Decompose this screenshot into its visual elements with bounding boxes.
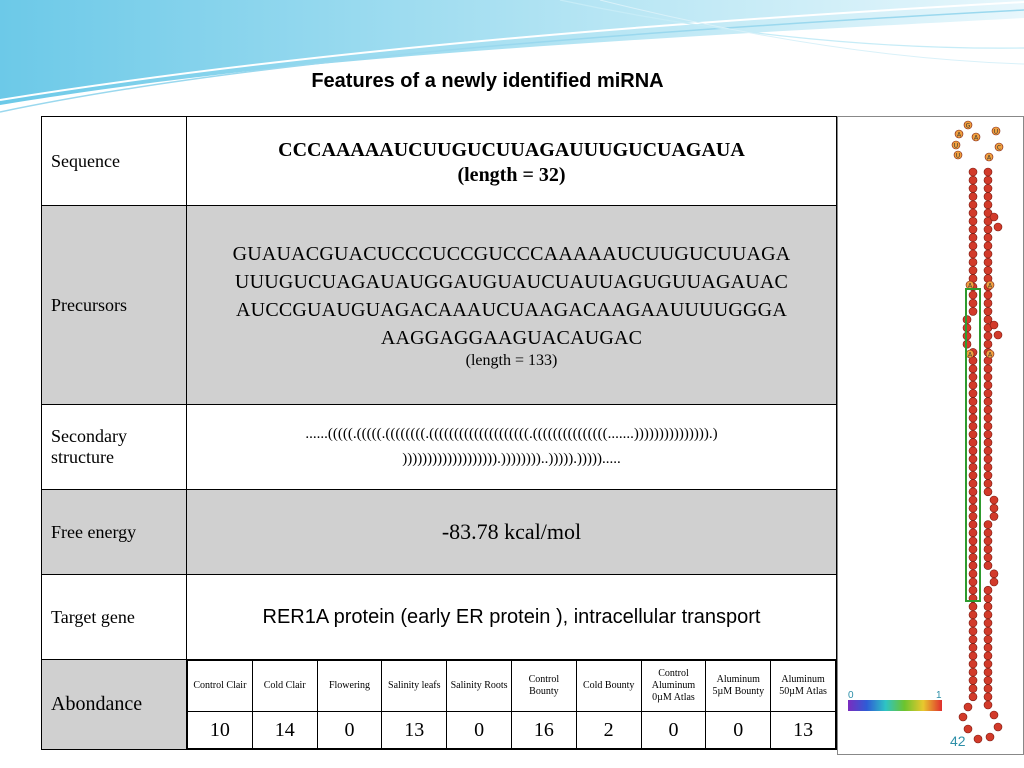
stem-base-left — [969, 471, 977, 479]
stem-base-right — [984, 594, 992, 602]
abundance-value: 14 — [252, 712, 317, 749]
row-precursors — [42, 206, 837, 405]
secondary-structure-label-line: Secondary — [51, 426, 127, 446]
abundance-value-row — [188, 712, 836, 749]
dot-bracket-line: ))))))))))))))))))).))))))))..))))).)))))..... — [402, 451, 621, 467]
stem-base-right — [984, 373, 992, 381]
bulge-base — [994, 223, 1002, 231]
stem-base-right — [990, 496, 998, 504]
stem-base-right — [984, 455, 992, 463]
stem-base-right — [984, 422, 992, 430]
stem-base-right — [984, 340, 992, 348]
abundance-header: Cold Bounty — [576, 661, 641, 712]
stem-base-left — [969, 644, 977, 652]
stem-base-right — [984, 414, 992, 422]
precursor-line: AAGGAGGAAGUACAUGAC — [380, 327, 643, 349]
stem-base-right — [984, 603, 992, 611]
precursor-line: UUUGUCUAGAUAUGGAUGUAUCUAUUAGUGUUAGAUAC — [234, 271, 789, 293]
precursor-line: AUCCGUAUGUAGACAAAUCUAAGACAAGAAUUUUGGGA — [236, 299, 787, 321]
stem-base-left — [969, 209, 977, 217]
sequence-length: (length = 32) — [457, 163, 566, 186]
stem-base-left — [969, 553, 977, 561]
stem-base-left — [969, 414, 977, 422]
sequence-label: Sequence — [42, 117, 187, 206]
stem-base-right — [984, 193, 992, 201]
sequence-value: CCCAAAAAUCUUGUCUUAGAUUUGUCUAGAUA — [278, 138, 745, 161]
stem-base-left — [969, 611, 977, 619]
stem-base-right — [984, 529, 992, 537]
abundance-header: Aluminum 5µM Bounty — [706, 661, 771, 712]
stem-base-left — [969, 201, 977, 209]
secondary-structure-cell — [187, 405, 837, 490]
stem-base-left — [969, 619, 977, 627]
precursors-cell — [187, 206, 837, 405]
abundance-header: Aluminum 50µM Atlas — [771, 661, 836, 712]
bulge-base — [994, 331, 1002, 339]
secondary-structure-label-line: structure — [51, 447, 114, 467]
stem-base-left — [969, 545, 977, 553]
abundance-header: Salinity leafs — [382, 661, 447, 712]
abundance-value: 2 — [576, 712, 641, 749]
stem-base-left — [969, 676, 977, 684]
abundance-value: 13 — [771, 712, 836, 749]
loop-base-letter: A — [973, 134, 979, 142]
sequence-cell — [187, 117, 837, 206]
dot-bracket-line: ......(((((.(((((.((((((((.((((((((((((((((((((.(((((((((((((((.......))))))))))))))).) — [305, 426, 718, 442]
stem-base-left — [969, 668, 977, 676]
abundance-header: Control Bounty — [511, 661, 576, 712]
row-abundance — [42, 660, 837, 750]
precursor-length: (length = 133) — [465, 352, 558, 369]
loop-base-letter: A — [967, 282, 973, 290]
stem-base-right — [984, 299, 992, 307]
stem-base-right — [984, 627, 992, 635]
stem-base-right — [990, 570, 998, 578]
terminal-base — [974, 735, 982, 743]
stem-base-left — [969, 480, 977, 488]
free-energy-cell — [187, 490, 837, 575]
terminal-base — [959, 713, 967, 721]
row-free-energy — [42, 490, 837, 575]
stem-base-right — [984, 537, 992, 545]
stem-base-right — [984, 389, 992, 397]
header-wave-decoration — [0, 0, 1024, 120]
abundance-value: 0 — [641, 712, 706, 749]
stem-base-left — [969, 586, 977, 594]
page-number: 42 — [950, 733, 966, 749]
stem-base-left — [969, 184, 977, 192]
stem-base-right — [984, 307, 992, 315]
abundance-header: Control Aluminum 0µM Atlas — [641, 661, 706, 712]
free-energy-value: -83.78 kcal/mol — [441, 519, 582, 544]
stem-base-left — [969, 176, 977, 184]
stem-base-right — [984, 463, 992, 471]
terminal-base — [990, 711, 998, 719]
stem-base-left — [969, 439, 977, 447]
stem-base-left — [969, 225, 977, 233]
row-sequence — [42, 117, 837, 206]
stem-base-right — [990, 578, 998, 586]
stem-base-left — [969, 193, 977, 201]
target-gene-value: RER1A protein (early ER protein ), intracellular transport — [262, 605, 761, 628]
hairpin-structure-diagram — [838, 117, 1023, 754]
stem-base-right — [984, 291, 992, 299]
abundance-value: 16 — [511, 712, 576, 749]
abundance-label: Abondance — [42, 660, 187, 750]
stem-base-right — [984, 676, 992, 684]
abundance-header: Cold Clair — [252, 661, 317, 712]
stem-base-right — [984, 562, 992, 570]
stem-base-left — [969, 299, 977, 307]
precursors-label: Precursors — [42, 206, 187, 405]
stem-base-left — [969, 635, 977, 643]
stem-base-left — [969, 603, 977, 611]
stem-base-right — [984, 553, 992, 561]
stem-base-left — [969, 307, 977, 315]
stem-base-left — [969, 578, 977, 586]
stem-base-right — [984, 685, 992, 693]
stem-base-left — [969, 521, 977, 529]
stem-base-left — [969, 537, 977, 545]
stem-base-left — [969, 660, 977, 668]
stem-base-right — [984, 266, 992, 274]
stem-base-left — [969, 398, 977, 406]
colorbar-min-label: 0 — [848, 690, 854, 701]
stem-base-right — [984, 488, 992, 496]
loop-base-letter: A — [956, 131, 962, 139]
stem-base-right — [984, 447, 992, 455]
loop-base-letter: U — [955, 152, 961, 160]
stem-base-right — [984, 234, 992, 242]
stem-base-right — [990, 512, 998, 520]
mirna-features-table — [41, 116, 837, 750]
stem-base-left — [969, 512, 977, 520]
stem-base-right — [984, 586, 992, 594]
target-gene-cell — [187, 575, 837, 660]
stem-base-left — [969, 373, 977, 381]
terminal-base — [984, 701, 992, 709]
abundance-header-row — [188, 661, 836, 712]
precursor-line: GUAUACGUACUCCCUCCGUCCCAAAAAUCUUGUCUUAGA — [232, 243, 791, 265]
abundance-header: Salinity Roots — [447, 661, 512, 712]
secondary-structure-label — [42, 405, 187, 490]
row-secondary-structure — [42, 405, 837, 490]
stem-base-right — [984, 644, 992, 652]
stem-base-right — [984, 439, 992, 447]
stem-base-left — [969, 685, 977, 693]
stem-base-left — [969, 627, 977, 635]
free-energy-label: Free energy — [42, 490, 187, 575]
abundance-cell — [187, 660, 837, 750]
stem-base-left — [969, 463, 977, 471]
bulge-base — [990, 213, 998, 221]
stem-base-left — [969, 455, 977, 463]
stem-base-left — [969, 258, 977, 266]
abundance-table — [187, 660, 836, 749]
stem-base-right — [984, 652, 992, 660]
abundance-header: Control Clair — [188, 661, 253, 712]
loop-base-letter: A — [987, 282, 993, 290]
terminal-base — [986, 733, 994, 741]
abundance-value: 13 — [382, 712, 447, 749]
stem-base-right — [984, 242, 992, 250]
stem-base-left — [969, 570, 977, 578]
loop-base-letter: A — [987, 351, 993, 359]
stem-base-left — [969, 406, 977, 414]
stem-base-left — [969, 488, 977, 496]
abundance-value: 0 — [706, 712, 771, 749]
loop-base-letter: A — [967, 351, 973, 359]
stem-base-left — [969, 266, 977, 274]
slide-title: Features of a newly identified miRNA — [311, 70, 664, 92]
stem-base-left — [969, 504, 977, 512]
stem-base-left — [969, 422, 977, 430]
probability-colorbar — [848, 700, 942, 711]
stem-base-left — [969, 562, 977, 570]
stem-base-right — [984, 176, 992, 184]
stem-base-left — [969, 381, 977, 389]
terminal-base — [994, 723, 1002, 731]
stem-base-left — [969, 365, 977, 373]
stem-base-right — [984, 168, 992, 176]
stem-base-left — [969, 250, 977, 258]
abundance-value: 0 — [317, 712, 382, 749]
loop-base-letter: A — [986, 154, 992, 162]
stem-base-left — [969, 529, 977, 537]
terminal-base — [964, 725, 972, 733]
stem-base-right — [984, 521, 992, 529]
stem-base-right — [984, 430, 992, 438]
stem-base-left — [969, 652, 977, 660]
loop-base-letter: U — [993, 128, 999, 136]
stem-base-right — [984, 250, 992, 258]
stem-base-right — [984, 668, 992, 676]
stem-base-left — [969, 242, 977, 250]
stem-base-left — [969, 291, 977, 299]
stem-base-right — [984, 184, 992, 192]
stem-base-right — [990, 504, 998, 512]
stem-base-right — [984, 381, 992, 389]
loop-base-letter: G — [965, 122, 971, 130]
stem-base-left — [969, 234, 977, 242]
stem-base-left — [969, 217, 977, 225]
loop-base-letter: U — [953, 142, 959, 150]
stem-base-left — [969, 496, 977, 504]
stem-base-right — [984, 660, 992, 668]
stem-base-right — [984, 332, 992, 340]
target-gene-label: Target gene — [42, 575, 187, 660]
stem-base-right — [984, 225, 992, 233]
stem-base-right — [984, 635, 992, 643]
stem-base-right — [984, 545, 992, 553]
stem-base-left — [969, 693, 977, 701]
stem-base-right — [984, 471, 992, 479]
stem-base-right — [984, 258, 992, 266]
stem-base-right — [984, 611, 992, 619]
stem-base-right — [984, 480, 992, 488]
colorbar-max-label: 1 — [936, 690, 942, 701]
stem-base-right — [984, 619, 992, 627]
stem-base-left — [969, 389, 977, 397]
stem-base-right — [984, 406, 992, 414]
stem-base-left — [969, 430, 977, 438]
stem-base-right — [984, 201, 992, 209]
terminal-base — [964, 703, 972, 711]
stem-base-left — [969, 447, 977, 455]
row-target-gene — [42, 575, 837, 660]
stem-base-left — [969, 168, 977, 176]
hairpin-structure-panel — [837, 116, 1024, 755]
loop-base-letter: C — [996, 144, 1002, 152]
abundance-value: 0 — [447, 712, 512, 749]
stem-base-right — [984, 365, 992, 373]
bulge-base — [990, 321, 998, 329]
stem-base-right — [984, 398, 992, 406]
stem-base-right — [984, 693, 992, 701]
abundance-value: 10 — [188, 712, 253, 749]
abundance-header: Flowering — [317, 661, 382, 712]
